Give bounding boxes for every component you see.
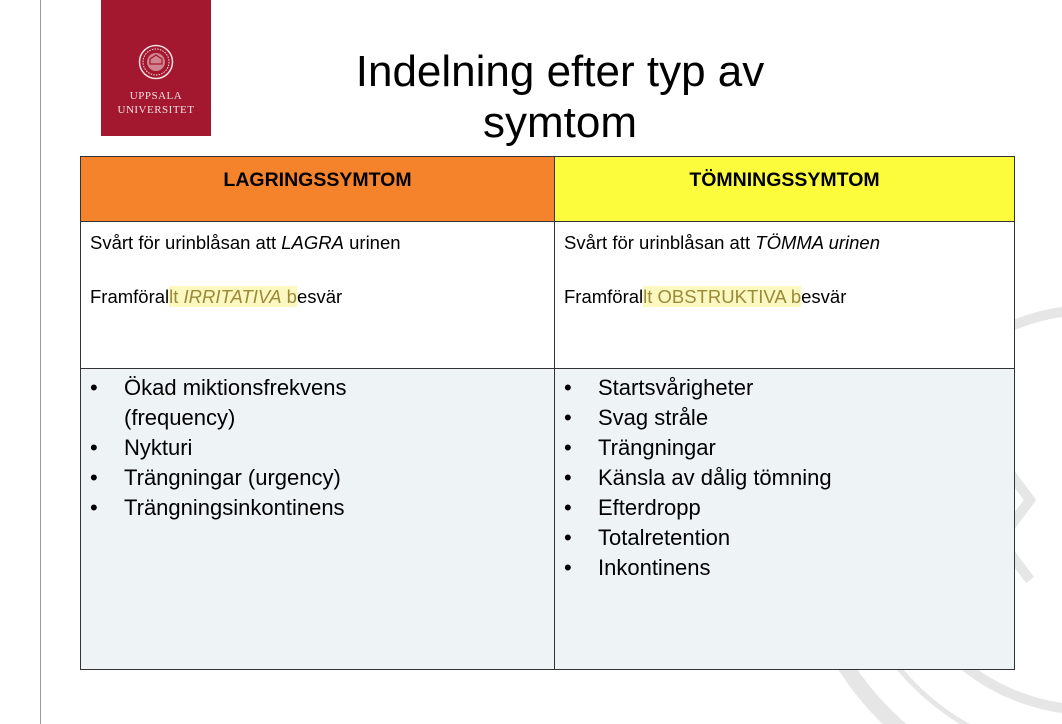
text-run: esvär	[801, 286, 847, 307]
emphasis-irritativa: IRRITATIVA	[183, 286, 282, 307]
list-item: • Startsvårigheter	[555, 373, 1014, 403]
header-voiding-symptoms	[555, 157, 1015, 222]
text-run: Svårt för urinblåsan att	[90, 232, 282, 253]
text-run: lt	[643, 286, 658, 307]
header-storage-label: LAGRINGSSYMTOM	[223, 169, 412, 191]
logo-line-1: UPPSALA	[129, 90, 183, 102]
list-item	[81, 493, 554, 523]
list-item	[81, 373, 554, 433]
storage-description-cell	[81, 222, 555, 369]
voiding-description-line-2	[555, 254, 1014, 308]
list-item-text: • Ökad miktionsfrekvens	[124, 375, 347, 400]
list-item-text: • Trängningar (urgency)	[124, 465, 341, 490]
text-run: Framföral	[564, 286, 644, 307]
title-line-1: Indelning efter typ av	[355, 47, 765, 96]
list-item-text: • Trängningsinkontinens	[124, 495, 345, 520]
list-item: • Svag stråle	[555, 403, 1014, 433]
voiding-description-line-1	[555, 222, 1014, 254]
text-run: Framföral	[90, 286, 170, 307]
text-run: b	[281, 286, 297, 307]
text-run: esvär	[296, 286, 343, 307]
uppsala-university-logo	[101, 0, 211, 136]
symptom-table	[80, 156, 1015, 670]
storage-symptom-list-cell	[81, 369, 555, 670]
emphasis-lagra: LAGRA	[281, 232, 344, 253]
list-item: • Inkontinens	[555, 553, 1014, 583]
list-item: • Känsla av dålig tömning	[555, 463, 1014, 493]
list-item-text: (frequency)	[124, 405, 236, 430]
text-run: Svårt för urinblåsan att	[564, 232, 756, 253]
logo-line-2: UNIVERSITET	[117, 104, 195, 116]
list-item: • Efterdropp	[555, 493, 1014, 523]
highlight-irritativa	[169, 286, 297, 307]
voiding-description-cell	[555, 222, 1015, 369]
header-storage-symptoms	[81, 157, 555, 222]
list-item: • Totalretention	[555, 523, 1014, 553]
list-item: • Trängningar	[555, 433, 1014, 463]
list-item	[81, 463, 554, 493]
title-line-2: symtom	[483, 98, 637, 147]
list-item-text: • Nykturi	[124, 435, 193, 460]
text-run: lt	[169, 286, 184, 307]
highlight-obstruktiva	[643, 286, 801, 307]
text-run: urinen	[343, 232, 401, 253]
voiding-symptom-list	[555, 369, 1014, 583]
text-run: b	[785, 286, 802, 307]
university-seal-icon	[138, 44, 174, 80]
storage-description-line-1	[81, 222, 554, 254]
slide-left-border	[40, 0, 41, 724]
storage-symptom-list	[81, 369, 554, 523]
header-voiding-label: TÖMNINGSSYMTOM	[689, 169, 880, 191]
logo-text	[101, 89, 211, 117]
emphasis-tomma: TÖMMA urinen	[755, 232, 880, 253]
list-item	[81, 433, 554, 463]
storage-description-line-2	[81, 254, 554, 308]
slide-title	[300, 46, 820, 148]
emphasis-obstruktiva: OBSTRUKTIVA	[657, 286, 786, 307]
voiding-symptom-list-cell	[555, 369, 1015, 670]
